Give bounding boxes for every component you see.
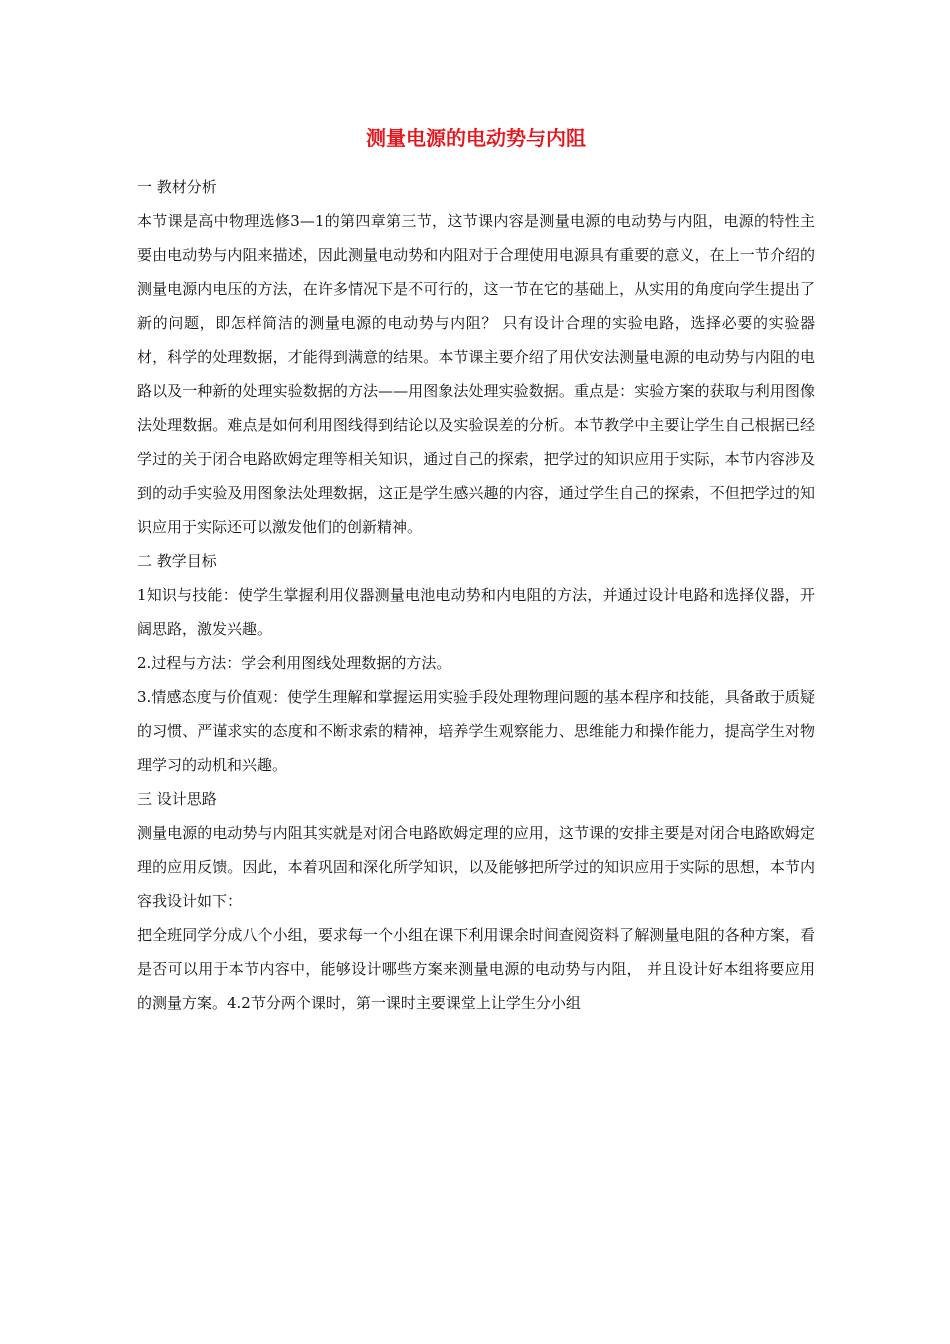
- section-design-ideas: [137, 782, 815, 1020]
- paragraph: 把全班同学分成八个小组，要求每一个小组在课下利用课余时间查阅资料了解测量电阻的各种方案，看是否可以用于本节内容中，能够设计哪些方案来测量电源的电动势与内阻， 并且设计好本组将要应用的测量方案。4.2节分两个课时，第一课时主要课堂上让学生分小组: [137, 926, 815, 1012]
- paragraph: 3.情感态度与价值观：使学生理解和掌握运用实验手段处理物理问题的基本程序和技能，具备敢于质疑的习惯、严谨求实的态度和不断求索的精神，培养学生观察能力、思维能力和操作能力，提高学生对物理学习的动机和兴趣。: [137, 688, 815, 774]
- paragraph: 1知识与技能：使学生掌握利用仪器测量电池电动势和内电阻的方法，并通过设计电路和选择仪器，开阔思路，激发兴趣。: [137, 586, 815, 638]
- section-heading: 一 教材分析: [137, 178, 217, 196]
- section-textbook-analysis: [137, 170, 815, 544]
- section-teaching-goals: [137, 544, 815, 782]
- section-heading: 三 设计思路: [137, 790, 217, 808]
- paragraph: 本节课是高中物理选修3—1的第四章第三节，这节课内容是测量电源的电动势与内阻，电源的特性主要由电动势与内阻来描述，因此测量电动势和内阻对于合理使用电源具有重要的意义，在上一节介绍的测量电源内电压的方法，在许多情况下是不可行的，这一节在它的基础上，从实用的角度向学生提出了新的问题，即怎样简洁的测量电源的电动势与内阻？ 只有设计合理的实验电路，选择必要的实验器材，科学的处理数据，才能得到满意的结果。本节课主要介绍了用伏安法测量电源的电动势与内阻的电路以及一种新的处理实验数据的方法——用图象法处理实验数据。重点是：实验方案的获取与利用图像法处理数据。难点是如何利用图线得到结论以及实验误差的分析。本节教学中主要让学生自己根据已经学过的关于闭合电路欧姆定理等相关知识，通过自己的探索，把学过的知识应用于实际，本节内容涉及到的动手实验及用图象法处理数据，这正是学生感兴趣的内容，通过学生自己的探索，不但把学过的知识应用于实际还可以激发他们的创新精神。: [137, 212, 815, 536]
- document-title: 测量电源的电动势与内阻: [366, 126, 586, 150]
- paragraph: 2.过程与方法：学会利用图线处理数据的方法。: [137, 654, 452, 672]
- document-page: [137, 118, 815, 1020]
- section-heading: 二 教学目标: [137, 552, 217, 570]
- paragraph: 测量电源的电动势与内阻其实就是对闭合电路欧姆定理的应用，这节课的安排主要是对闭合电路欧姆定理的应用反馈。因此，本着巩固和深化所学知识，以及能够把所学过的知识应用于实际的思想，本节内容我设计如下：: [137, 824, 815, 910]
